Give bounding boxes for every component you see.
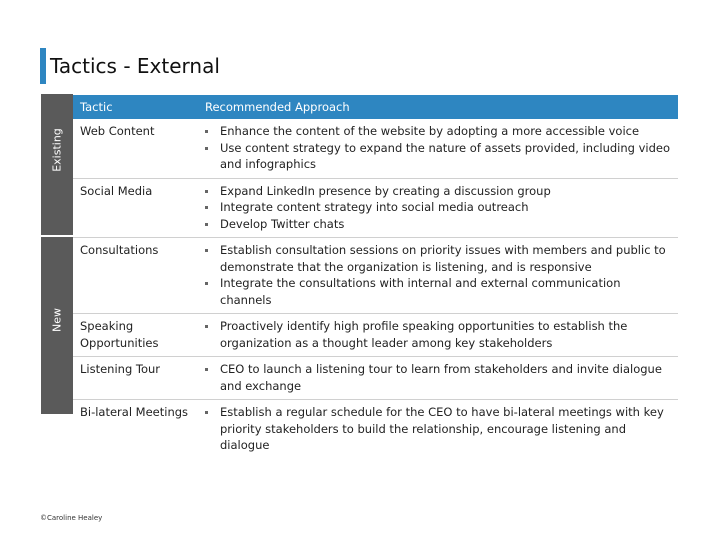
tactic-cell: Bi-lateral Meetings <box>80 405 189 419</box>
footer-copyright: ©Caroline Healey <box>40 514 103 522</box>
table-row <box>73 178 678 238</box>
tactics-table <box>73 95 678 459</box>
approach-cell <box>198 238 678 314</box>
approach-bullet: Proactively identify high profile speaking opportunities to establish the organization as a thought leader among key stakeholders <box>204 318 672 351</box>
approach-bullet: Use content strategy to expand the nature of assets provided, including video and infographics <box>204 140 672 173</box>
approach-bullet: Establish a regular schedule for the CEO to have bi-lateral meetings with key priority stakeholders to build the relationship, encourage listening and dialogue <box>204 404 672 454</box>
group-label-existing <box>41 94 73 235</box>
approach-bullet: CEO to launch a listening tour to learn from stakeholders and invite dialogue and exchange <box>204 361 672 394</box>
approach-bullet: Establish consultation sessions on priority issues with members and public to demonstrate that the organization is listening, and is responsive <box>204 242 672 275</box>
group-label-new-text: New <box>50 308 64 333</box>
table-row <box>73 357 678 400</box>
header-tactic: Tactic <box>73 95 198 119</box>
approach-bullet: Integrate content strategy into social media outreach <box>204 199 672 216</box>
approach-list <box>204 404 672 454</box>
tactic-cell: Speaking Opportunities <box>73 314 198 357</box>
approach-cell <box>198 400 678 459</box>
table-row <box>73 119 678 178</box>
approach-cell <box>198 119 678 178</box>
approach-list <box>204 361 672 394</box>
approach-list <box>204 318 672 351</box>
tactic-cell: Listening Tour <box>73 357 198 400</box>
tactic-cell: Social Media <box>73 178 198 238</box>
approach-cell <box>198 314 678 357</box>
approach-bullet: Integrate the consultations with internal and external communication channels <box>204 275 672 308</box>
approach-bullet: Develop Twitter chats <box>204 216 672 233</box>
header-recommended-approach: Recommended Approach <box>198 95 678 119</box>
approach-cell <box>198 357 678 400</box>
table-row <box>73 314 678 357</box>
tactic-cell: Consultations <box>73 238 198 314</box>
title-accent-bar <box>40 48 46 84</box>
table-row <box>73 400 678 459</box>
table-row <box>73 238 678 314</box>
approach-bullet: Expand LinkedIn presence by creating a discussion group <box>204 183 672 200</box>
group-label-new <box>41 237 73 414</box>
approach-list <box>204 183 672 233</box>
approach-bullet: Enhance the content of the website by adopting a more accessible voice <box>204 123 672 140</box>
group-label-existing-text: Existing <box>50 128 64 173</box>
table-header-row <box>73 95 678 119</box>
approach-cell <box>198 178 678 238</box>
approach-list <box>204 242 672 308</box>
tactic-cell: Web Content <box>73 119 198 178</box>
slide-title: Tactics - External <box>50 54 220 78</box>
approach-list <box>204 123 672 173</box>
